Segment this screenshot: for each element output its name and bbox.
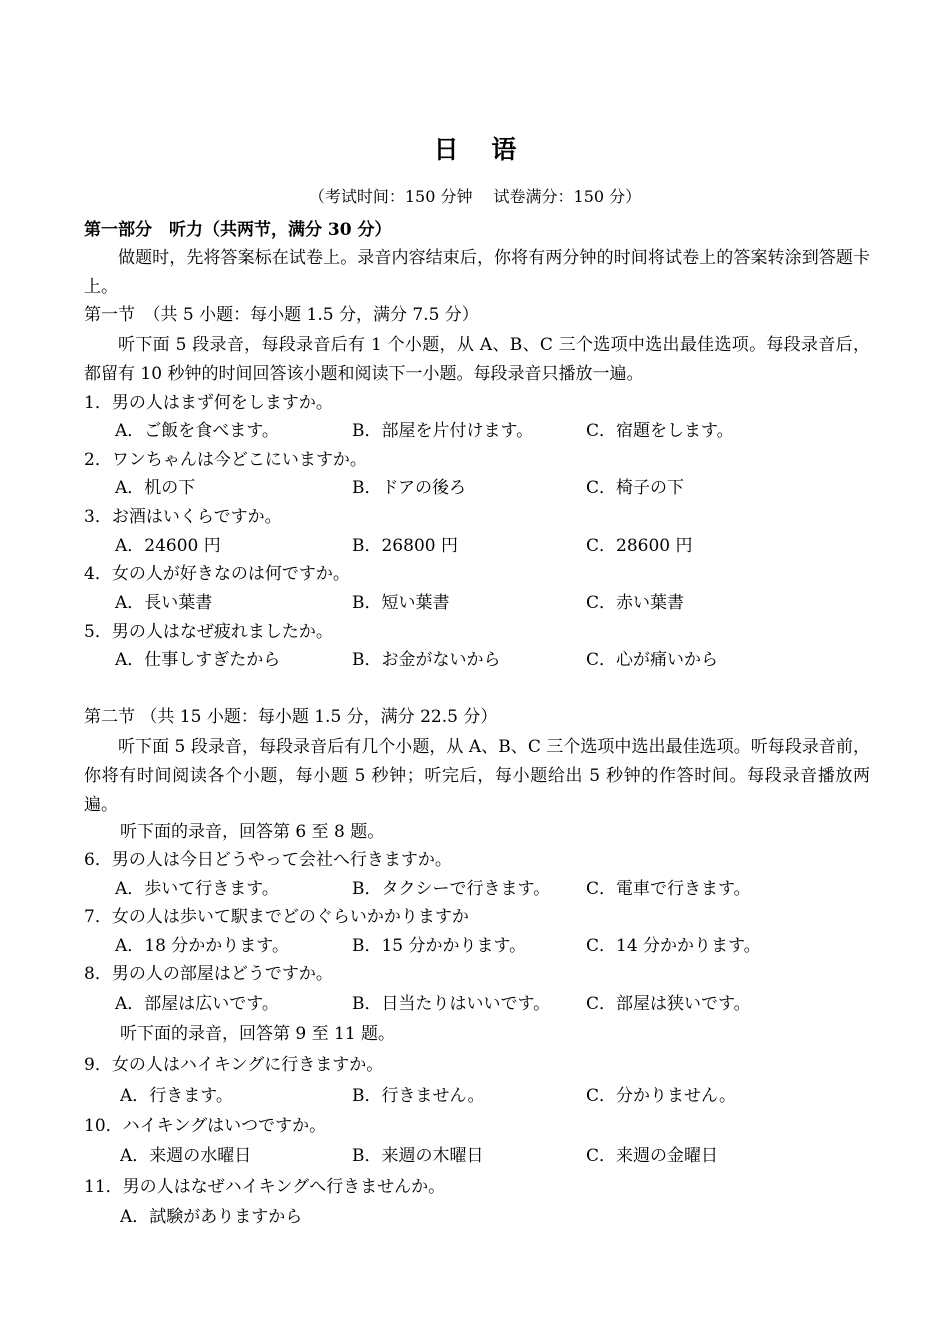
option-9a: A．行きます。 — [120, 1086, 233, 1106]
question-9: 9．女の人はハイキングに行きますか。 — [84, 1055, 384, 1075]
option-11a: A．試験がありますから — [120, 1207, 303, 1227]
part1-heading: 第一部分 听力（共两节，满分 30 分） — [84, 220, 392, 240]
question-4: 4．女の人が好きなのは何ですか。 — [84, 564, 350, 584]
section2-instruction: 听下面 5 段录音，每段录音后有几个小题，从 A、B、C 三个选项中选出最佳选项。听每段录音前，你将有时间阅读各个小题，每小题 5 秒钟；听完后，每小题给出 5 秒钟的作答时间。每段录音播放两遍。 — [84, 737, 870, 815]
question-10: 10．ハイキングはいつですか。 — [84, 1116, 327, 1136]
option-8c: C．部屋は狭いです。 — [586, 994, 751, 1014]
question-3: 3．お酒はいくらですか。 — [84, 507, 282, 527]
option-9c: C．分かりません。 — [586, 1086, 737, 1106]
option-10b: B．来週の木曜日 — [352, 1146, 484, 1166]
question-8: 8．男の人の部屋はどうですか。 — [84, 964, 333, 984]
option-4b: B．短い葉書 — [352, 593, 450, 613]
option-6b: B．タクシーで行きます。 — [352, 879, 551, 899]
exam-info: （考试时间：150 分钟 试卷满分：150 分） — [308, 187, 642, 206]
option-5c: C．心が痛いから — [586, 650, 719, 670]
option-6a: A．歩いて行きます。 — [115, 879, 279, 899]
question-6: 6．男の人は今日どうやって会社へ行きますか。 — [84, 850, 452, 870]
option-2c: C．椅子の下 — [586, 478, 685, 498]
option-1b: B．部屋を片付けます。 — [352, 421, 534, 441]
option-3a: A．24600 円 — [115, 536, 221, 556]
option-4a: A．長い葉書 — [115, 593, 213, 613]
section2-heading: 第二节 （共 15 小题：每小题 1.5 分，满分 22.5 分） — [84, 707, 498, 727]
section1-heading: 第一节 （共 5 小题：每小题 1.5 分，满分 7.5 分） — [84, 305, 479, 325]
option-4c: C．赤い葉書 — [586, 593, 685, 613]
question-1: 1．男の人はまず何をしますか。 — [84, 393, 333, 413]
question-7: 7．女の人は歩いて駅までどのぐらいかかりますか — [84, 907, 469, 927]
option-7a: A．18 分かかります。 — [115, 936, 289, 956]
group2-instruction: 听下面的录音，回答第 9 至 11 题。 — [120, 1024, 396, 1044]
option-2a: A．机の下 — [115, 478, 196, 498]
option-1a: A．ご飯を食べます。 — [115, 421, 279, 441]
option-10a: A．来週の水曜日 — [120, 1146, 252, 1166]
section1-instruction: 听下面 5 段录音，每段录音后有 1 个小题，从 A、B、C 三个选项中选出最佳选项。每段录音后，都留有 10 秒钟的时间回答该小题和阅读下一小题。每段录音只播放一遍。 — [84, 335, 870, 384]
option-8a: A．部屋は広いです。 — [115, 994, 279, 1014]
option-9b: B．行きません。 — [352, 1086, 485, 1106]
page-title: 日 语 — [433, 135, 529, 164]
option-3b: B．26800 円 — [352, 536, 458, 556]
option-5a: A．仕事しすぎたから — [115, 650, 281, 670]
group1-instruction: 听下面的录音，回答第 6 至 8 题。 — [120, 822, 385, 842]
option-8b: B．日当たりはいいです。 — [352, 994, 551, 1014]
option-1c: C．宿題をします。 — [586, 421, 734, 441]
option-2b: B．ドアの後ろ — [352, 478, 466, 498]
question-2: 2．ワンちゃんは今どこにいますか。 — [84, 450, 367, 470]
option-7b: B．15 分かかります。 — [352, 936, 527, 956]
option-3c: C．28600 円 — [586, 536, 693, 556]
question-11: 11．男の人はなぜハイキングへ行きませんか。 — [84, 1177, 446, 1197]
option-10c: C．来週の金曜日 — [586, 1146, 719, 1166]
option-6c: C．電車で行きます。 — [586, 879, 751, 899]
option-5b: B．お金がないから — [352, 650, 501, 670]
question-5: 5．男の人はなぜ疲れましたか。 — [84, 622, 333, 642]
option-7c: C．14 分かかります。 — [586, 936, 761, 956]
part1-instruction: 做题时，先将答案标在试卷上。录音内容结束后，你将有两分钟的时间将试卷上的答案转涂到答题卡上。 — [84, 248, 870, 297]
